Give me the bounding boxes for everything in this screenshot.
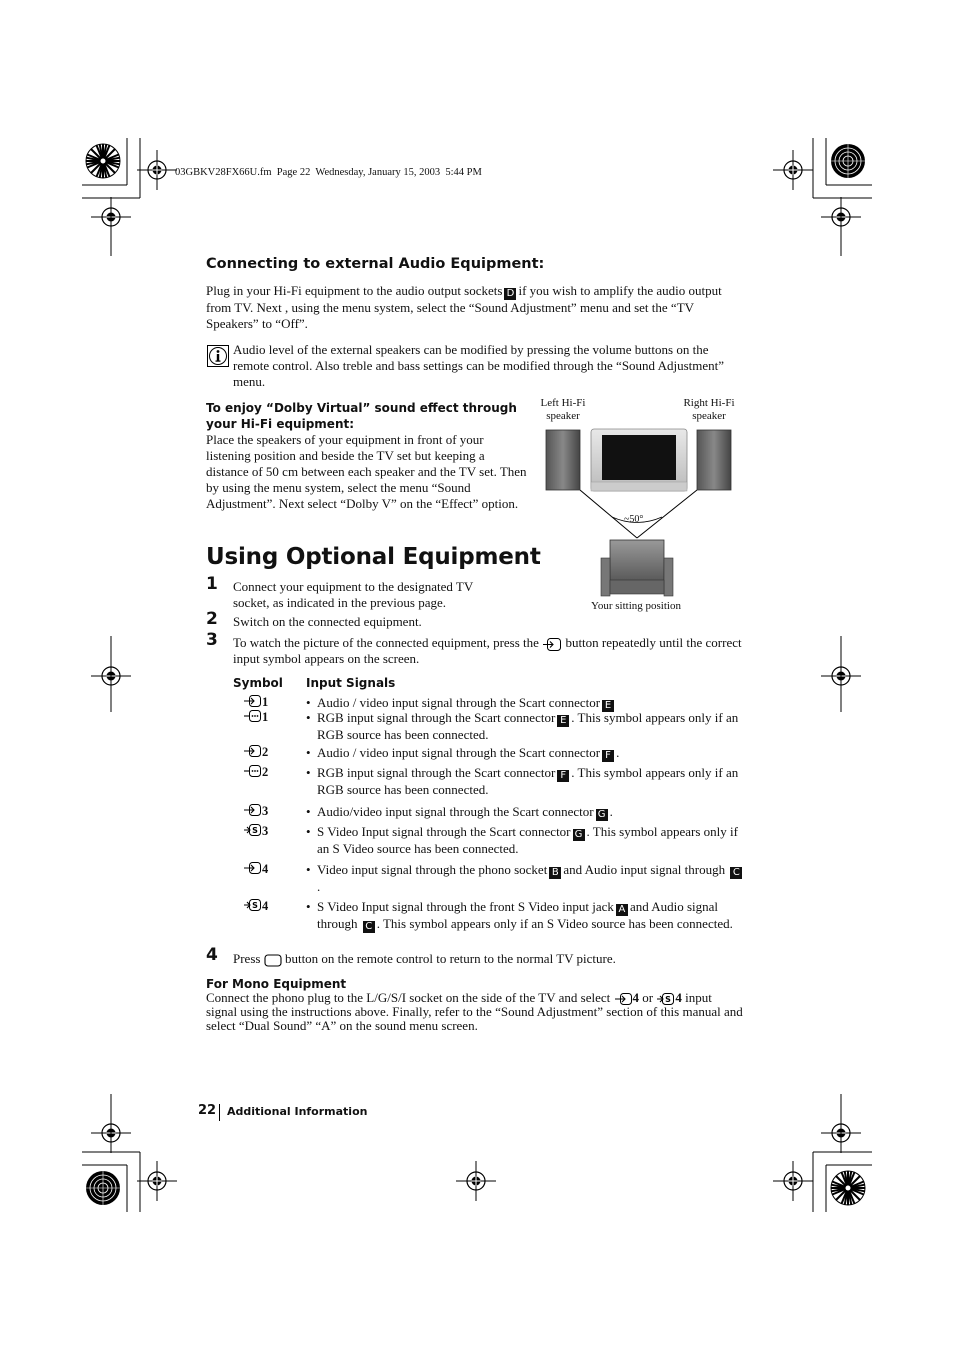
svg-text:S: S (252, 826, 258, 836)
s-video-input-icon (243, 824, 262, 840)
page-number: 22 (198, 1103, 217, 1118)
symbol-cell (243, 862, 283, 878)
rgb-input-icon (243, 710, 262, 726)
symbol-number: 2 (262, 765, 269, 779)
symbol-number: 3 (262, 824, 269, 838)
signal-description: Audio/video input signal through the Scart connector G . (317, 804, 613, 820)
table-row (306, 765, 746, 797)
av-input-icon (243, 862, 262, 878)
mono-heading: For Mono Equipment (206, 977, 347, 991)
s-video-input-icon (243, 899, 262, 915)
right-speaker-label: Right Hi-Fi speaker (683, 397, 735, 422)
step-text: Switch on the connected equipment. (233, 614, 422, 629)
signal-description: S Video Input signal through the Scart connector G . This symbol appears only if an S Video source has been connected. (317, 824, 738, 856)
step-text: Press button on the remote control to return to the normal TV picture. (233, 951, 616, 966)
connector-label: B (549, 867, 561, 879)
symbol-number: 2 (262, 745, 269, 759)
connector-label: F (557, 770, 569, 782)
seat-back (610, 540, 664, 584)
symbol-cell (243, 745, 283, 761)
connector-label: E (602, 700, 614, 712)
step-number: 3 (206, 630, 218, 650)
file-info-header: 03GBKV28FX66U.fm Page 22 Wednesday, January 15, 2003 5:44 PM (175, 167, 482, 178)
dolby-paragraph: Place the speakers of your equipment in front of your listening position and beside the TV set but keeping a distance of 50 cm between each speaker and the TV set. Then by using the menu system, select the menu “Sound Adjustment”. Next select “Dolby V” on the “Effect” option. (206, 432, 527, 511)
table-row (306, 862, 746, 894)
tv-button-icon (264, 954, 282, 967)
signal-description: Audio / video input signal through the Scart connector E (306, 695, 746, 712)
rgb-input-icon (243, 765, 262, 781)
signal-description: Audio / video input signal through the Scart connector F . (317, 745, 620, 761)
audio-section-paragraph: Plug in your Hi-Fi equipment to the audio output sockets D if you wish to amplify the audio output from TV. Next , using the menu system, select the “Sound Adjustment” menu and set the “TV Speakers” to “Off”. (206, 283, 722, 331)
step-text: Connect your equipment to the designated TV socket, as indicated in the previous page. (233, 579, 473, 610)
table-row (306, 899, 746, 933)
left-speaker (546, 430, 580, 490)
connector-label: G (596, 809, 608, 821)
sitting-position-label: Your sitting position (591, 600, 681, 612)
footer-section-label: Additional Information (227, 1105, 368, 1118)
av-input-icon (243, 695, 262, 711)
symbol-column-header: Symbol (233, 676, 283, 690)
bullet: • (306, 862, 311, 877)
right-speaker (697, 430, 731, 490)
table-row (306, 710, 746, 742)
connector-label-d: D (504, 288, 516, 300)
bullet: • (306, 745, 311, 760)
symbol-number: 3 (262, 804, 269, 818)
mono-paragraph: Connect the phono plug to the L/G/S/I socket on the side of the TV and select 4 or S 4 input signal using the instructions above. Finally, refer to the “Sound Adjustment” section of this manual and select “Dual Sound” “A” on the sound menu screen. (206, 990, 743, 1034)
table-row (306, 824, 746, 856)
symbol-cell (243, 899, 283, 915)
svg-text:S: S (252, 901, 258, 911)
symbol-cell (243, 824, 283, 840)
table-row (306, 804, 746, 821)
symbol-number: 1 (262, 695, 269, 709)
bullet: • (306, 899, 311, 914)
connector-label: F (602, 750, 614, 762)
connector-label: C (363, 921, 375, 933)
step-text: To watch the picture of the connected equipment, press the button repeatedly until the correct input symbol appears on the screen. (233, 635, 742, 666)
bullet: • (306, 824, 311, 839)
signal-description: RGB input signal through the Scart connector F . This symbol appears only if an RGB source has been connected. (317, 765, 739, 797)
step-number: 2 (206, 609, 218, 629)
symbol-number: 1 (262, 710, 269, 724)
dolby-heading: To enjoy “Dolby Virtual” sound effect through your Hi-Fi equipment: (206, 401, 517, 431)
signal-description: Video input signal through the phono socket B and Audio input signal through C. (306, 862, 746, 894)
info-note-text: Audio level of the external speakers can be modified by pressing the volume buttons on the remote control. Also treble and bass settings can be modified through the “Sound Adjustment” menu. (233, 342, 725, 389)
svg-text:S: S (665, 995, 672, 1005)
bullet: • (306, 765, 311, 780)
signal-description: S Video Input signal through the front S Video input jack A and Audio signal through C . This symbol appears only if an S Video source has been connected. (317, 899, 733, 932)
info-icon (207, 345, 229, 367)
optional-equipment-title: Using Optional Equipment (206, 544, 541, 570)
av-input-icon (243, 804, 262, 820)
av-input-icon (243, 745, 262, 761)
symbol-cell (243, 710, 283, 726)
input-signals-column-header: Input Signals (306, 676, 396, 690)
symbol-number: 4 (262, 899, 269, 913)
left-speaker-label: Left Hi-Fi speaker (540, 397, 586, 422)
symbol-cell (243, 804, 283, 820)
input-select-button-icon (542, 638, 562, 651)
connector-label: G (573, 829, 585, 841)
speaker-placement-diagram (540, 424, 740, 600)
table-row (306, 745, 746, 762)
signal-description: RGB input signal through the Scart connector E . This symbol appears only if an RGB source has been connected. (317, 710, 739, 742)
step-number: 1 (206, 574, 218, 594)
audio-section-heading: Connecting to external Audio Equipment: (206, 256, 545, 272)
bullet: • (306, 710, 311, 725)
connector-label: C (730, 867, 742, 879)
bullet: • (306, 695, 311, 710)
step-number: 4 (206, 945, 218, 965)
bullet: • (306, 804, 311, 819)
connector-label: A (616, 904, 628, 916)
footer-divider (219, 1104, 220, 1121)
connector-label: E (557, 715, 569, 727)
symbol-cell (243, 765, 283, 781)
symbol-number: 4 (262, 862, 269, 876)
symbol-cell (243, 695, 283, 711)
angle-label: ~50° (624, 514, 644, 525)
